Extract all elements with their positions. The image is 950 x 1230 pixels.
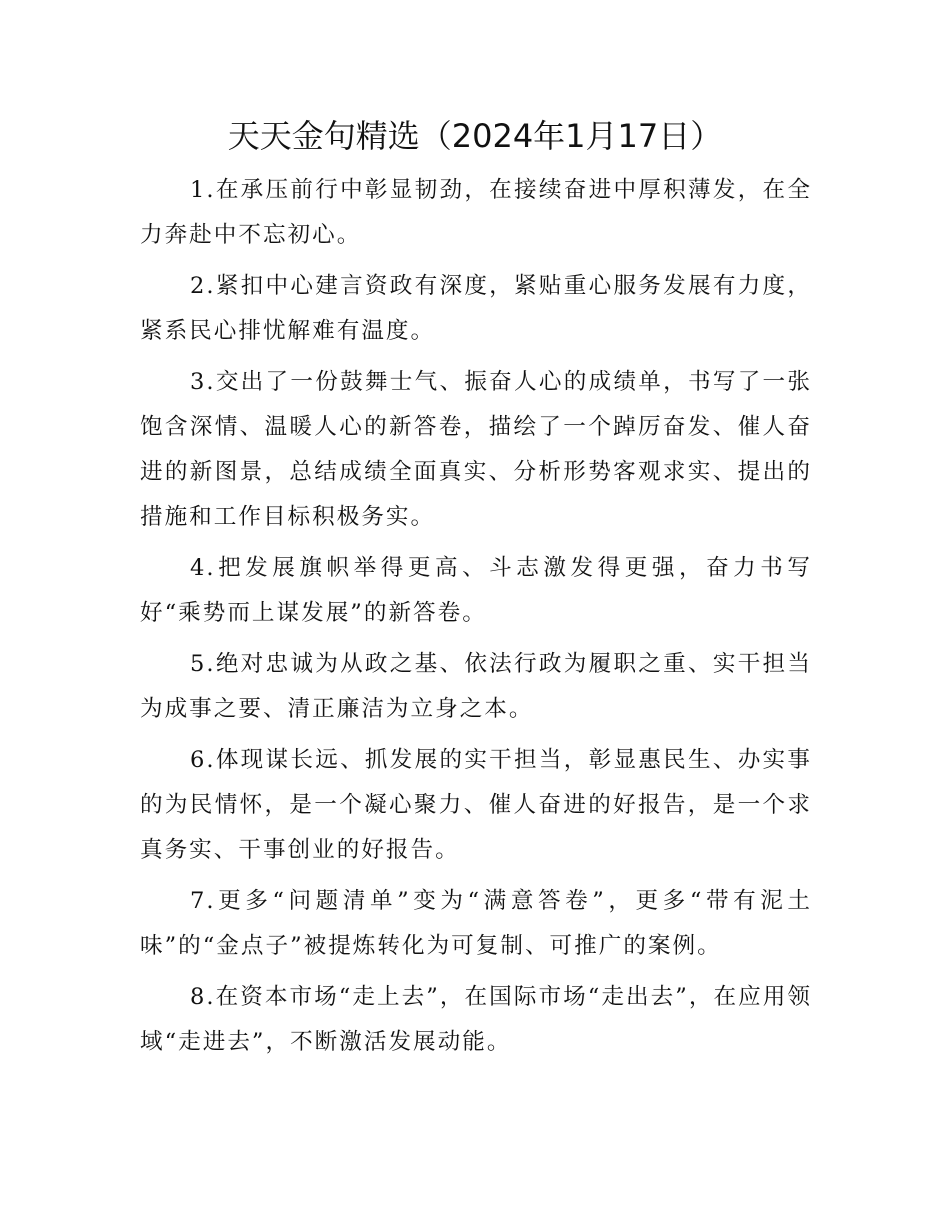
quote-paragraph-7: 7.更多“问题清单”变为“满意答卷”，更多“带有泥土味”的“金点子”被提炼转化为可复制、可推广的案例。 xyxy=(140,888,812,959)
quote-paragraph-6: 6.体现谋长远、抓发展的实干担当，彰显惠民生、办实事的为民情怀，是一个凝心聚力、催人奋进的好报告，是一个求真务实、干事创业的好报告。 xyxy=(140,747,812,863)
quote-list xyxy=(140,168,812,1071)
quote-paragraph-3: 3.交出了一份鼓舞士气、振奋人心的成绩单，书写了一张饱含深情、温暖人心的新答卷，描绘了一个踔厉奋发、催人奋进的新图景，总结成绩全面真实、分析形势客观求实、提出的措施和工作目标积极务实。 xyxy=(140,369,812,530)
quote-paragraph-2: 2.紧扣中心建言资政有深度，紧贴重心服务发展有力度，紧系民心排忧解难有温度。 xyxy=(140,273,812,344)
quote-paragraph-8: 8.在资本市场“走上去”，在国际市场“走出去”，在应用领域“走进去”，不断激活发展动能。 xyxy=(140,984,812,1055)
quote-paragraph-4: 4.把发展旗帜举得更高、斗志激发得更强，奋力书写好“乘势而上谋发展”的新答卷。 xyxy=(140,555,812,626)
page-title: 天天金句精选（2024年1月17日） xyxy=(227,117,723,155)
quote-paragraph-1: 1.在承压前行中彰显韧劲，在接续奋进中厚积薄发，在全力奔赴中不忘初心。 xyxy=(140,177,812,248)
quote-paragraph-5: 5.绝对忠诚为从政之基、依法行政为履职之重、实干担当为成事之要、清正廉洁为立身之本。 xyxy=(140,651,812,722)
